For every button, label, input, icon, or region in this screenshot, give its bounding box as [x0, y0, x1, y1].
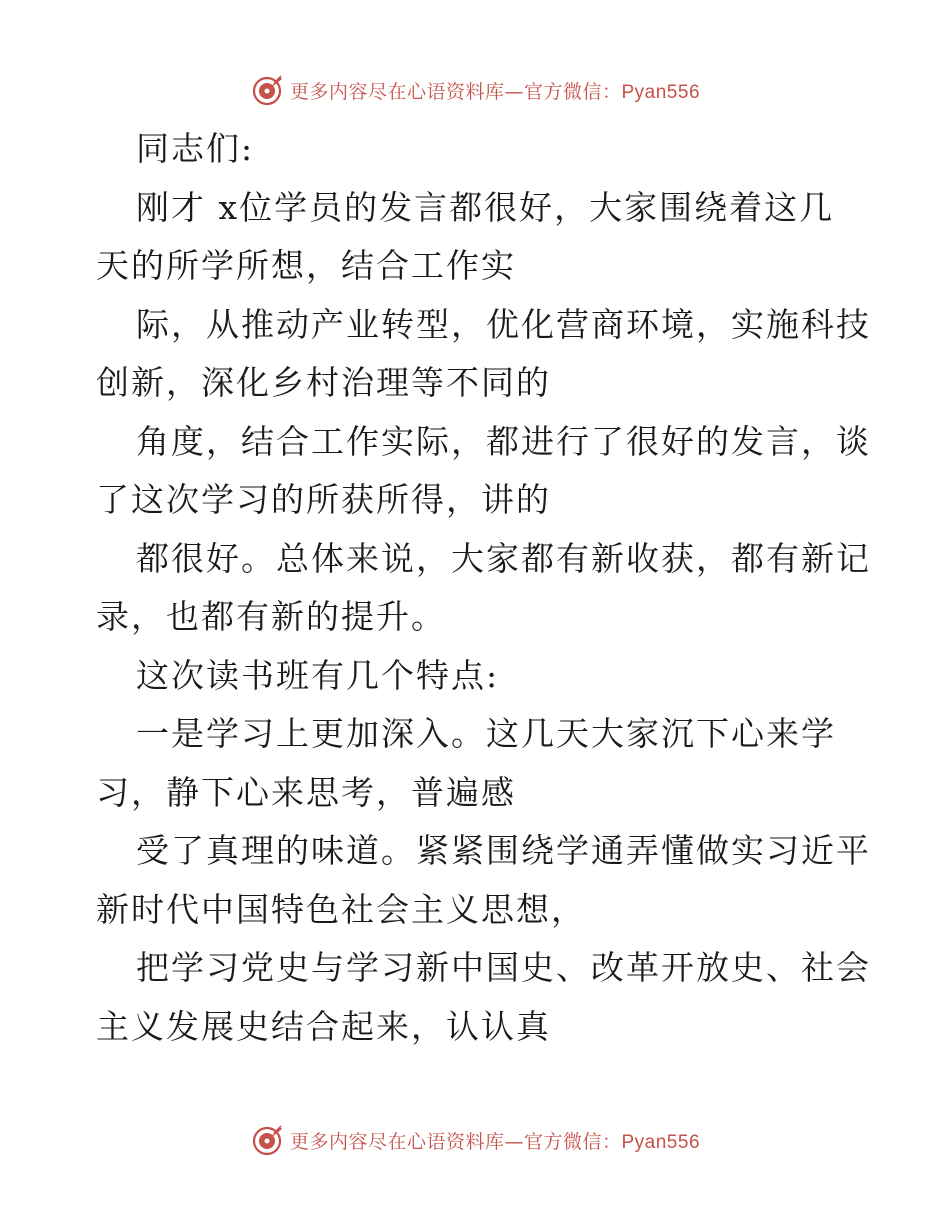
document-body [96, 120, 871, 1056]
paragraph-line: 把学习党史与学习新中国史、改革开放史、社会 [136, 948, 871, 987]
paragraph-line: 际，从推动产业转型，优化营商环境，实施科技 [136, 304, 871, 344]
paragraph-line: 新时代中国特色社会主义思想， [96, 889, 586, 929]
paragraph-line: 主义发展史结合起来，认认真 [96, 1006, 551, 1046]
paragraph-line: 角度，结合工作实际，都进行了很好的发言，谈 [136, 421, 871, 461]
quill-pen-icon [250, 73, 284, 107]
banner-wechat-id: Pyan556 [621, 81, 701, 103]
paragraph-line: 创新，深化乡村治理等不同的 [96, 363, 551, 402]
paragraph-line: 一是学习上更加深入。这几天大家沉下心来学 [136, 714, 836, 753]
paragraph-line: 这次读书班有几个特点: [136, 655, 500, 695]
banner-slogan: 更多内容尽在心语资料库—官方微信： [289, 80, 622, 103]
paragraph-line: 受了真理的味道。紧紧围绕学通弄懂做实习近平 [136, 831, 871, 870]
footer-banner [0, 1120, 950, 1160]
banner-wechat-id: Pyan556 [621, 1131, 701, 1153]
banner-text [290, 1127, 700, 1154]
banner-slogan: 更多内容尽在心语资料库—官方微信： [289, 1130, 622, 1153]
paragraph-line: 刚才 x位学员的发言都很好，大家围绕着这几 [136, 187, 835, 227]
paragraph-line: 都很好。总体来说，大家都有新收获，都有新记 [136, 538, 871, 578]
banner-text [290, 77, 700, 104]
paragraph-line: 录，也都有新的提升。 [96, 597, 446, 636]
paragraph-line: 同志们: [136, 129, 255, 168]
paragraph-line: 天的所学所想，结合工作实 [96, 246, 516, 285]
header-banner [0, 70, 950, 110]
paragraph-line: 了这次学习的所获所得，讲的 [96, 480, 551, 519]
paragraph-line: 习，静下心来思考，普遍感 [96, 772, 516, 812]
quill-pen-icon [250, 1123, 284, 1157]
